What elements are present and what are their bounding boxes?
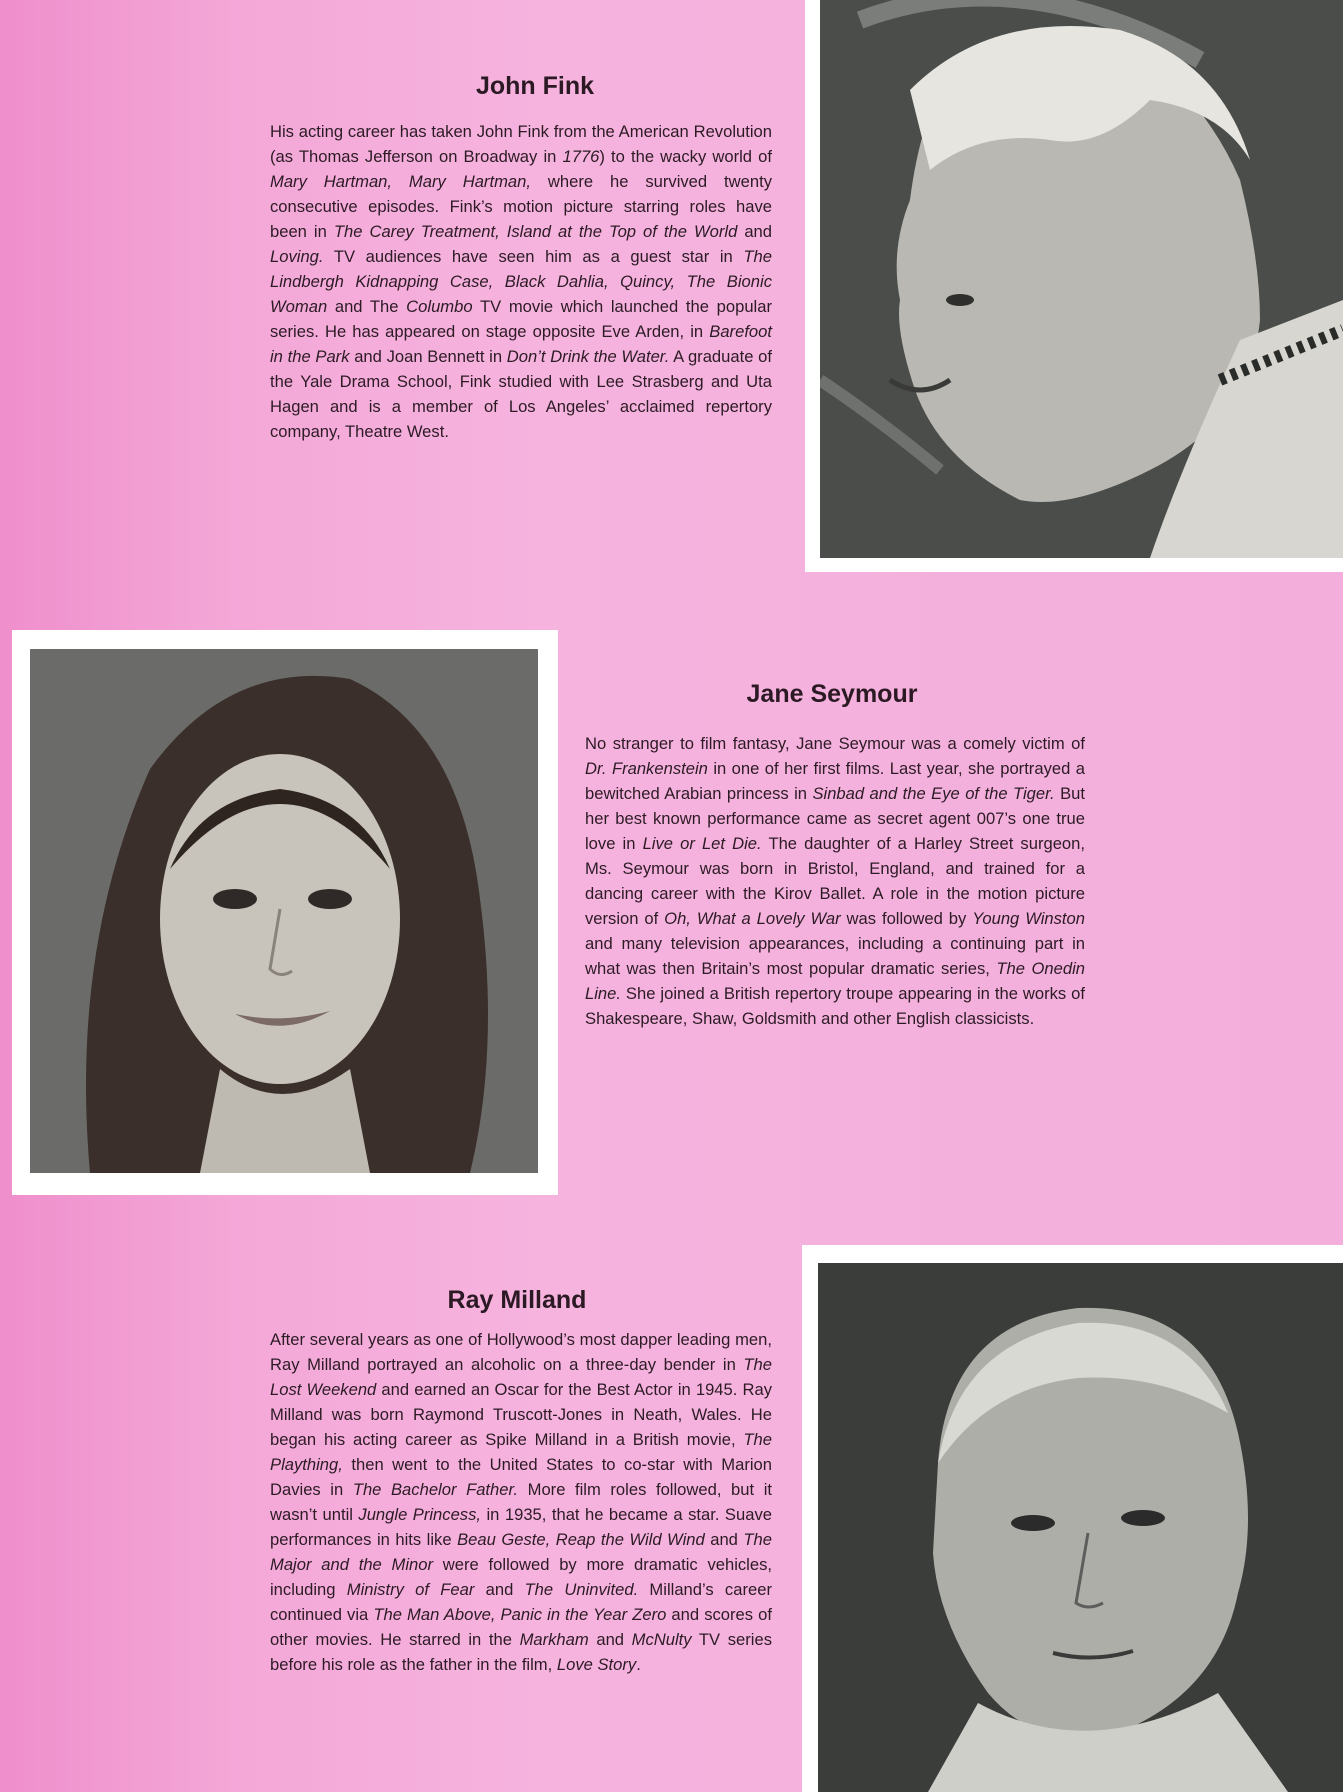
ray-milland-portrait-art (818, 1263, 1343, 1792)
bio-title-italic: Loving. (270, 247, 324, 266)
bio-title-italic: Columbo (406, 297, 473, 316)
bio-title-italic: The Lost Weekend (270, 1355, 772, 1399)
bio-text-run: TV movie which launched the popular series. He has appeared on stage opposite Eve Arden, in (270, 297, 772, 341)
bio-text-run: were followed by more dramatic vehicles, including (270, 1555, 773, 1599)
john-fink-portrait (820, 0, 1343, 558)
bio-text-run: TV series before his role as the father in the film, (270, 1630, 773, 1674)
bio-text-run: in 1935, that he became a star. Suave performances in hits like (270, 1505, 772, 1549)
bio-title-italic: The Uninvited. (524, 1580, 639, 1599)
bio-text-run: where he survived twenty consecutive episodes. Fink’s motion picture starring roles have been in (270, 172, 773, 241)
bio-title-italic: Love Story (556, 1655, 637, 1674)
ray-milland-bio (270, 1327, 772, 1677)
bio-text-run: and The (327, 297, 407, 316)
bio-title-italic: Oh, What a Lovely War (664, 909, 841, 928)
bio-title-italic: Ministry of Fear (346, 1580, 475, 1599)
bio-title-italic: Jungle Princess, (358, 1505, 482, 1524)
bio-text-run: Milland’s career continued via (270, 1580, 772, 1624)
bio-title-italic: McNulty (631, 1630, 692, 1649)
bio-title-italic: The Man Above, Panic in the Year Zero (373, 1605, 667, 1624)
bio-text-run: TV audiences have seen him as a guest star in (323, 247, 744, 266)
bio-title-italic: Don’t Drink the Water. (506, 347, 670, 366)
bio-text-run: in one of her first films. Last year, she portrayed a bewitched Arabian princess in (585, 759, 1085, 803)
bio-text-run: and (588, 1630, 632, 1649)
bio-title-italic: 1776 (562, 147, 600, 166)
john-fink-name: John Fink (475, 72, 595, 100)
bio-text-run: and scores of other movies. He starred in the (270, 1605, 773, 1649)
bio-text-run: The daughter of a Harley Street surgeon, Ms. Seymour was born in Bristol, England, and trained for a dancing career with the Kirov Ballet. A role in the motion picture version of (585, 834, 1085, 928)
bio-text-run: and many television appearances, including a continuing part in what was then Britain’s most popular dramatic series, (585, 934, 1085, 978)
bio-title-italic: The Carey Treatment, Island at the Top of the World (333, 222, 738, 241)
bio-title-italic: The Plaything, (270, 1430, 772, 1474)
bio-text-run: and Joan Bennett in (349, 347, 507, 366)
bio-text-run: His acting career has taken John Fink from the American Revolution (as Thomas Jefferson on Broadway in (270, 122, 772, 166)
jane-seymour-portrait (30, 649, 538, 1173)
jane-seymour-name: Jane Seymour (746, 680, 918, 708)
bio-text-run: More film roles followed, but it wasn’t until (270, 1480, 772, 1524)
bio-title-italic: The Major and the Minor (270, 1530, 772, 1574)
bio-title-italic: Live or Let Die. (642, 834, 762, 853)
bio-text-run: A graduate of the Yale Drama School, Fink studied with Lee Strasberg and Uta Hagen and is a member of Los Angeles’ acclaimed repertory company, Theatre West. (270, 347, 772, 441)
bio-title-italic: Young Winston (972, 909, 1085, 928)
bio-title-italic: The Lindbergh Kidnapping Case, Black Dahlia, Quincy, The Bionic Woman (270, 247, 772, 316)
ray-milland-name: Ray Milland (447, 1286, 587, 1314)
jane-seymour-bio (585, 731, 1085, 1031)
bio-text-run: was followed by (840, 909, 973, 928)
bio-text-run: and earned an Oscar for the Best Actor in 1945. Ray Milland was born Raymond Truscott-Jones in Neath, Wales. He began his acting career as Spike Milland in a British movie, (270, 1380, 772, 1449)
bio-text-run: After several years as one of Hollywood’s most dapper leading men, Ray Milland portrayed an alcoholic on a three-day bender in (270, 1330, 772, 1374)
bio-text-run: But her best known performance came as secret agent 007’s one true love in (585, 784, 1085, 853)
bio-text-run: then went to the United States to co-star with Marion Davies in (270, 1455, 772, 1499)
bio-text-run: . (636, 1655, 641, 1674)
bio-title-italic: Dr. Frankenstein (585, 759, 708, 778)
john-fink-portrait-art (820, 0, 1343, 558)
jane-seymour-portrait-art (30, 649, 538, 1173)
bio-text-run: ) to the wacky world of (599, 147, 772, 166)
bio-text-run: and (474, 1580, 525, 1599)
bio-text-run: and (704, 1530, 744, 1549)
bio-text-run: She joined a British repertory troupe appearing in the works of Shakespeare, Shaw, Goldsmith and other English classicists. (585, 984, 1085, 1028)
john-fink-bio (270, 119, 772, 444)
ray-milland-portrait (818, 1263, 1343, 1792)
bio-title-italic: Barefoot in the Park (270, 322, 772, 366)
bio-text-run: No stranger to film fantasy, Jane Seymour was a comely victim of (585, 734, 1085, 753)
bio-title-italic: Markham (519, 1630, 589, 1649)
bio-title-italic: The Onedin Line. (585, 959, 1085, 1003)
bio-text-run: and (737, 222, 773, 241)
bio-title-italic: Mary Hartman, Mary Hartman, (270, 172, 531, 191)
bio-title-italic: Sinbad and the Eye of the Tiger. (812, 784, 1055, 803)
bio-title-italic: Beau Geste, Reap the Wild Wind (457, 1530, 705, 1549)
bio-title-italic: The Bachelor Father. (352, 1480, 519, 1499)
